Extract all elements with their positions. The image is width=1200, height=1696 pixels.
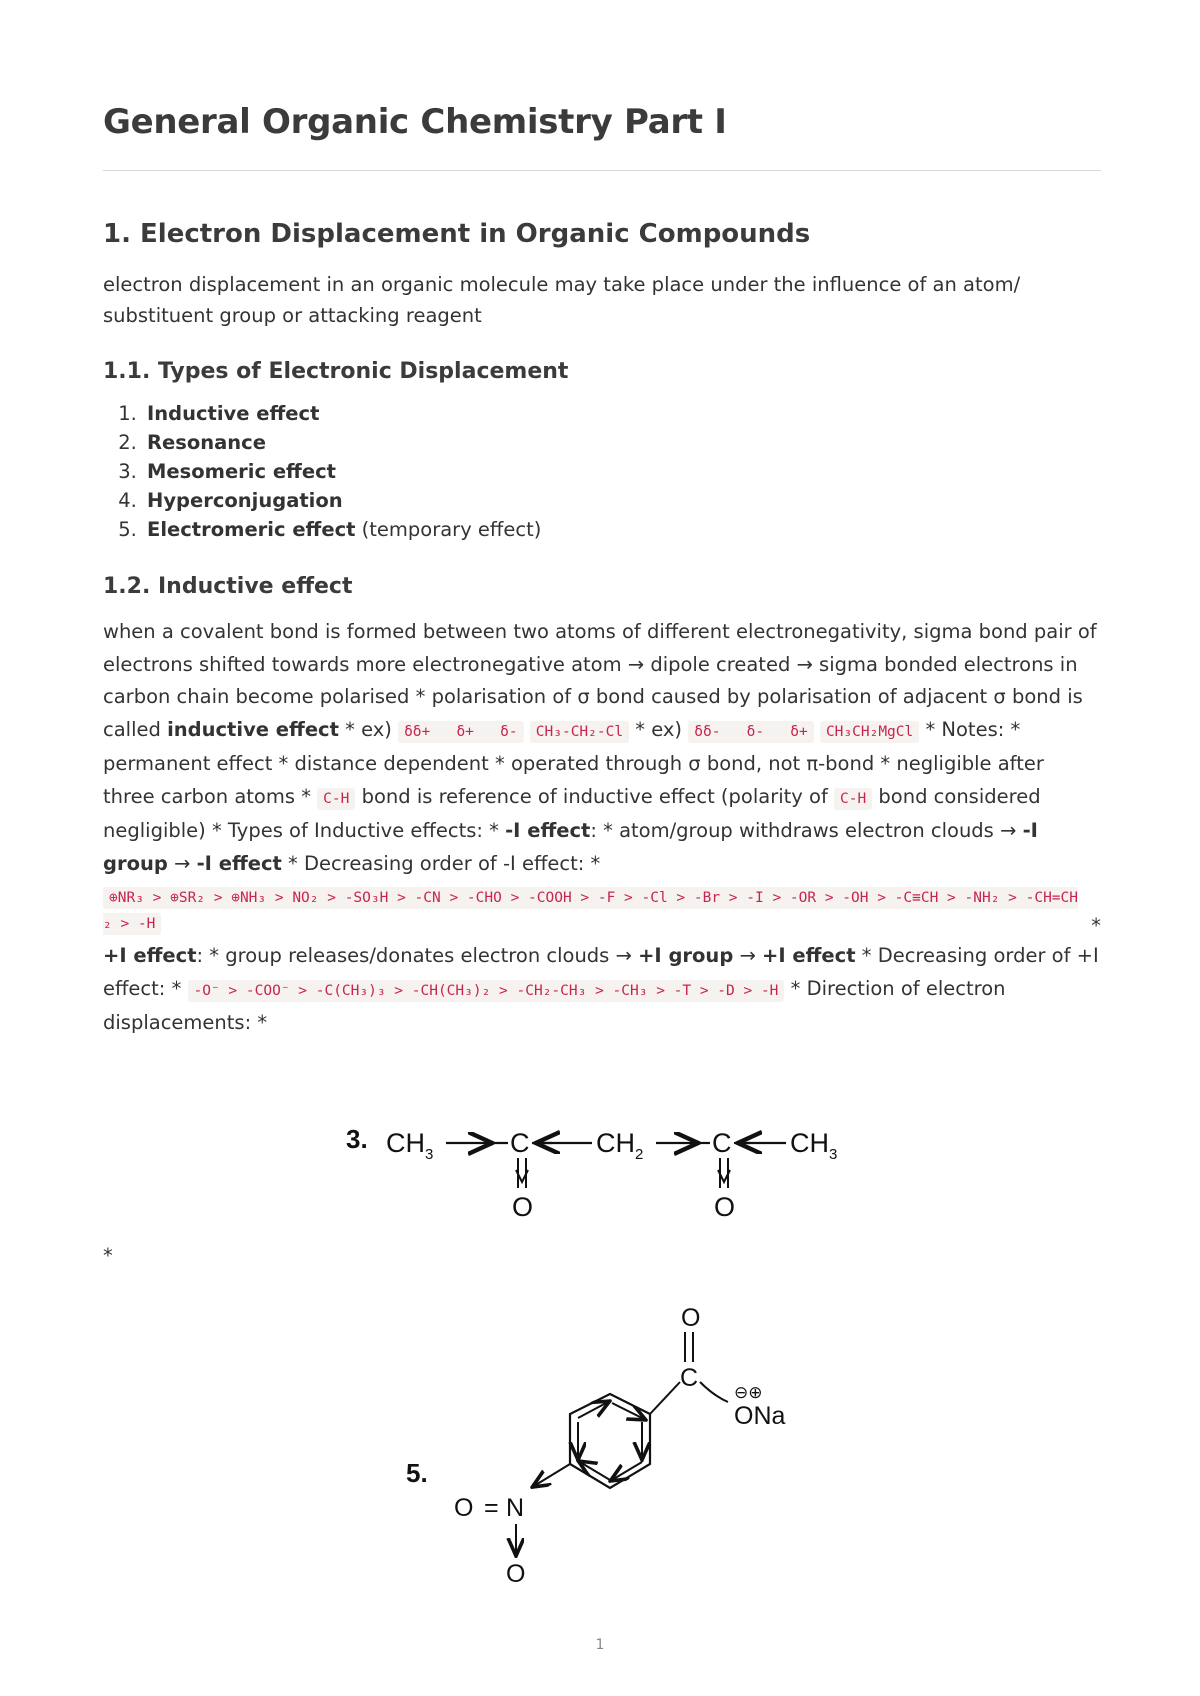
carbonyl-carbon-label: C (680, 1364, 699, 1392)
list-item: 5. Electromeric effect (temporary effect) (143, 515, 1101, 544)
code-delta-2: δδ- δ- δ+ (688, 721, 814, 743)
page-title: General Organic Chemistry Part I (103, 102, 727, 142)
content (103, 92, 1101, 1040)
minus-i-order: ⊕NR₃ > ⊕SR₂ > ⊕NH₃ > NO₂ > -SO₃H > -CN > -CHO > -COOH > -F > -Cl > -Br > -I > -OR > -OH > -C≡CH > -NH₂ > -CH=CH₂ > -H * (103, 884, 1101, 936)
oxygen-1-label: O (512, 1192, 534, 1222)
figure-3-number: 3. (346, 1124, 368, 1154)
figure-5-diagram (398, 1298, 818, 1588)
title-divider (103, 170, 1101, 171)
list-item: 2. Resonance (143, 428, 1101, 457)
ring-inner-5 (580, 1462, 610, 1480)
code-ch-1: C-H (317, 788, 355, 810)
ch3-left-label: $CH_3$ (386, 1128, 434, 1163)
benzene-ring (570, 1394, 650, 1488)
code-minus-i-order: ⊕NR₃ > ⊕SR₂ > ⊕NH₃ > NO₂ > -SO₃H > -CN > -CHO > -COOH > -F > -Cl > -Br > -I > -OR > -OH > -C≡CH > -NH₂ > -CH=CH₂ > -H (103, 887, 1078, 935)
oxygen-left-label: O (454, 1494, 474, 1522)
ring-to-c-bond (650, 1382, 680, 1414)
nitrogen-label: N (506, 1494, 525, 1522)
ch2-label: $CH_2$ (596, 1128, 644, 1163)
section-1-2-heading: 1.2. Inductive effect (103, 574, 353, 599)
page-number: 1 (595, 1637, 605, 1653)
code-chain: CH₃-CH₂-Cl (530, 721, 629, 743)
plus-i-paragraph: +I effect: * group releases/donates electron clouds → +I group → +I effect * Decreasing order of +I effect: * -O⁻ > -COO⁻ > -C(CH₃)₃ > -CH(CH₃)₂ > -CH₂-CH₃ > -CH₃ > -T > -D > -H * Direction of electron displacements: * (103, 944, 1099, 1034)
section-1-1-heading: 1.1. Types of Electronic Displacement (103, 359, 569, 384)
oxygen-top-label: O (681, 1304, 701, 1332)
ch3-right-label: $CH_3$ (790, 1128, 838, 1163)
ring-inner-3 (578, 1402, 608, 1418)
double-bond-sign: = (484, 1494, 499, 1522)
figure-5-number: 5. (406, 1458, 428, 1488)
carbon-2-label: C (712, 1128, 732, 1158)
oxygen-bottom-label: O (506, 1560, 526, 1588)
ring-to-n-bond (534, 1464, 570, 1486)
displacement-types-list (103, 399, 1101, 544)
code-grignard: CH₃CH₂MgCl (820, 721, 919, 743)
oxygen-2-label: O (714, 1192, 736, 1222)
code-delta-1: δδ+ δ+ δ- (398, 721, 524, 743)
ring-inner-2 (612, 1403, 644, 1419)
carbon-1-label: C (510, 1128, 530, 1158)
list-item: 1. Inductive effect (143, 399, 1101, 428)
ona-label: ONa (734, 1402, 786, 1430)
inductive-effect-paragraph: when a covalent bond is formed between two atoms of different electronegativity, sigma bond pair of electrons shifted towards more electronegative atom → dipole created → sigma bonded electrons in carbon chain become polarised * polarisation of σ bond caused by polarisation of adjacent σ bond is called inductive effect * ex) δδ+ δ+ δ- CH₃-CH₂-Cl * ex) δδ- δ- δ+ CH₃CH₂MgCl * Notes: * permanent effect * distance dependent * operated through σ bond, not π-bond * negligible after three carbon atoms * C-H bond is reference of inductive effect (polarity of C-H bond considered negligible) * Types of Inductive effects: * -I effect: * atom/group withdraws electron clouds → -I group → -I effect * Decreasing order of -I effect: * (103, 620, 1097, 875)
code-ch-2: C-H (834, 788, 872, 810)
c-o-bond (700, 1382, 728, 1402)
charge-labels: ⊖⊕ (734, 1383, 763, 1402)
figure-3-diagram (340, 1112, 880, 1224)
code-plus-i-order: -O⁻ > -COO⁻ > -C(CH₃)₃ > -CH(CH₃)₂ > -CH₂-CH₃ > -CH₃ > -T > -D > -H (188, 980, 785, 1002)
list-item: 4. Hyperconjugation (143, 486, 1101, 515)
section-1-heading: 1. Electron Displacement in Organic Compounds (103, 219, 811, 249)
figure-separator-star: * (103, 1244, 113, 1267)
list-item: 3. Mesomeric effect (143, 457, 1101, 486)
section-1-intro: electron displacement in an organic molecule may take place under the influence of an atom/ substituent group or attacking reagent (103, 273, 1021, 327)
